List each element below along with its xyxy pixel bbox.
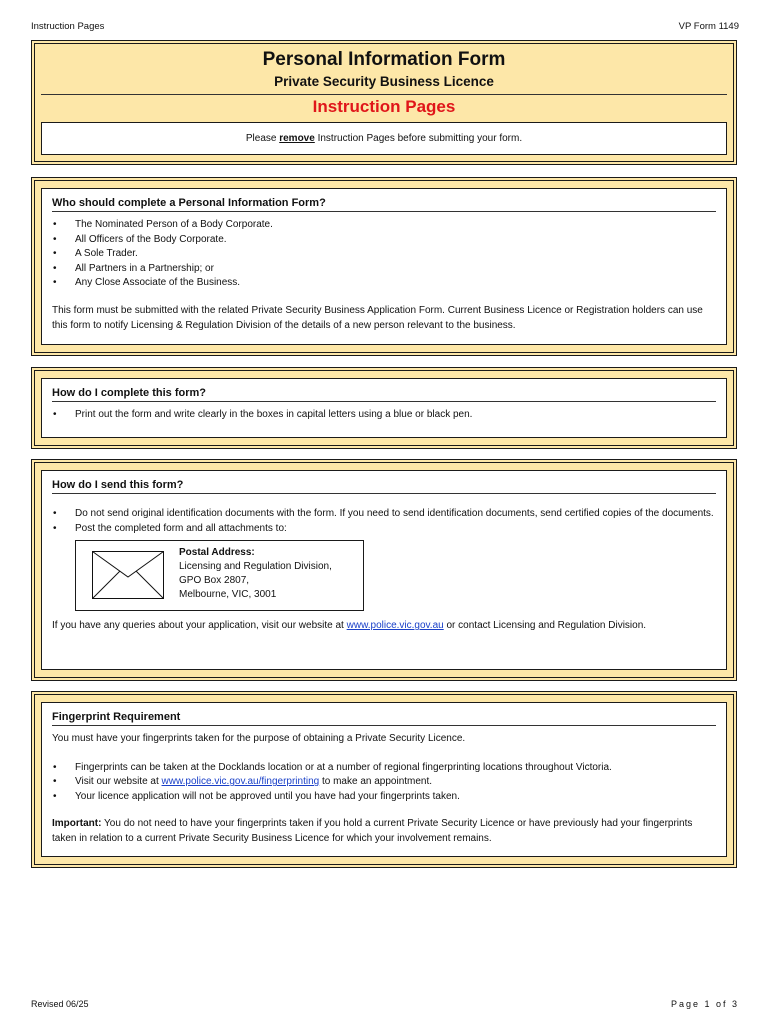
section-title: How do I send this form?: [52, 477, 716, 494]
form-title: Personal Information Form: [262, 49, 506, 70]
police-website-link[interactable]: www.police.vic.gov.au: [346, 620, 444, 632]
postal-line: Melbourne, VIC, 3001: [179, 588, 277, 600]
visit-text-post: to make an appointment.: [319, 776, 433, 788]
list-item: • The Nominated Person of a Body Corporate.: [52, 218, 716, 233]
section-content: [41, 702, 727, 857]
how-to-complete-section: [31, 367, 737, 449]
notice-text-post: Instruction Pages before submitting your form.: [314, 133, 523, 144]
list-item: • Any Close Associate of the Business.: [52, 276, 716, 291]
postal-line: Licensing and Regulation Division,: [179, 560, 332, 572]
envelope-icon: [92, 551, 164, 599]
important-label: Important:: [52, 818, 102, 830]
form-subtitle: Private Security Business Licence: [274, 74, 494, 89]
section-title: Who should complete a Personal Information Form?: [52, 195, 716, 212]
page-number: Page 1 of 3: [670, 999, 739, 1009]
section-content: [41, 378, 727, 438]
important-text: You do not need to have your fingerprints taken if you hold a current Private Security Licence or have previously had your fingerprints taken in relation to a current Private Security Business Licence for which your involvement remains.: [52, 818, 693, 844]
notice-text-pre: Please: [245, 133, 280, 144]
list-item: • Print out the form and write clearly in the boxes in capital letters using a blue or black pen.: [52, 408, 716, 423]
list-item: • Fingerprints can be taken at the Docklands location or at a number of regional fingerprinting locations throughout Victoria.: [52, 761, 716, 776]
revision-date: Revised 06/25: [31, 999, 89, 1009]
form-header-panel: [31, 40, 737, 165]
list-item: • All Officers of the Body Corporate.: [52, 233, 716, 248]
list-item: • All Partners in a Partnership; or: [52, 262, 716, 277]
page-header-left: Instruction Pages: [31, 21, 105, 32]
fingerprinting-link[interactable]: www.police.vic.gov.au/fingerprinting: [161, 776, 320, 788]
queries-text-post: or contact Licensing and Regulation Division.: [443, 620, 647, 632]
section-title: How do I complete this form?: [52, 385, 716, 402]
instruction-pages-title: Instruction Pages: [312, 97, 456, 116]
postal-address-box: [75, 540, 364, 611]
how-to-send-section: [31, 459, 737, 681]
how-list: [52, 408, 716, 423]
section-title: Fingerprint Requirement: [52, 709, 716, 726]
queries-paragraph: [52, 619, 716, 634]
list-item: • A Sole Trader.: [52, 247, 716, 262]
fingerprint-requirement-section: [31, 691, 737, 868]
list-item: • Do not send original identification documents with the form. If you need to send identification documents, send certified copies of the documents.: [52, 507, 716, 522]
section-content: [41, 470, 727, 670]
list-item: [52, 775, 716, 790]
send-list: [52, 507, 716, 536]
header-divider: [41, 94, 727, 95]
who-list: [52, 218, 716, 291]
queries-text-pre: If you have any queries about your application, visit our website at: [52, 620, 347, 632]
who-should-complete-section: [31, 177, 737, 356]
notice-emphasis: remove: [279, 133, 315, 144]
postal-address: [179, 546, 332, 601]
fingerprint-list: [52, 761, 716, 805]
postal-line: GPO Box 2807,: [179, 574, 250, 586]
section-content: [41, 188, 727, 345]
postal-label: Postal Address:: [179, 547, 255, 559]
form-number: VP Form 1149: [678, 21, 739, 32]
fingerprint-intro: You must have your fingerprints taken for the purpose of obtaining a Private Security Licence.: [52, 733, 466, 744]
who-paragraph: This form must be submitted with the related Private Security Business Application Form. Current Business Licence or Registration holders can use this form to notify Licensing & Regulation Division of the details of a new person relevant to the business.: [52, 304, 703, 331]
visit-text-pre: Visit our website at: [75, 776, 162, 788]
important-note: [52, 817, 716, 846]
list-item: • Your licence application will not be approved until you have had your fingerprints taken.: [52, 790, 716, 805]
list-item: • Post the completed form and all attachments to:: [52, 522, 716, 537]
remove-notice: [41, 122, 727, 155]
